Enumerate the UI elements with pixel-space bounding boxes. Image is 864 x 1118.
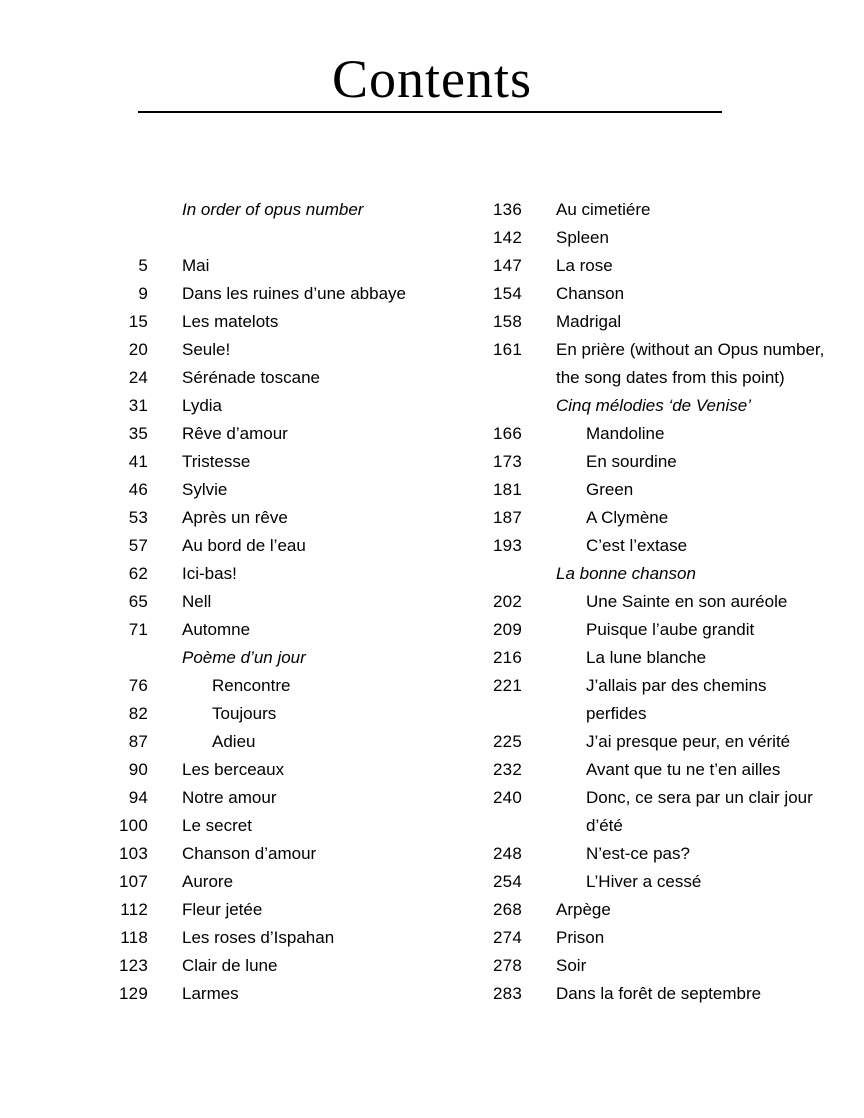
entry-page-number: 136: [493, 200, 522, 219]
entry-title: [182, 336, 436, 364]
entry-title: [182, 392, 436, 420]
entry-title-line: Ici-bas!: [182, 564, 237, 583]
entry-title: [182, 840, 436, 868]
entry-title: [182, 980, 436, 1008]
contents-entry[interactable]: [470, 420, 850, 448]
contents-entry[interactable]: [470, 924, 850, 952]
contents-entry[interactable]: [96, 588, 436, 616]
entry-title-line: Cinq mélodies ‘de Venise’: [556, 396, 751, 415]
contents-entry[interactable]: [96, 868, 436, 896]
entry-title: [182, 784, 436, 812]
entry-title-line: Au cimetiére: [556, 200, 651, 219]
contents-entry[interactable]: [470, 756, 850, 784]
contents-entry[interactable]: [96, 308, 436, 336]
entry-title-line: Spleen: [556, 228, 609, 247]
entry-title-line: Chanson: [556, 284, 625, 303]
entry-page-number: 31: [128, 396, 148, 415]
contents-entry[interactable]: [96, 980, 436, 1008]
entry-page-number: 181: [493, 480, 522, 499]
entry-title: [556, 924, 850, 952]
entry-page-number: 278: [493, 956, 522, 975]
entry-title-line: Poème d’un jour: [182, 648, 306, 667]
entry-title: [182, 308, 436, 336]
entry-page-number: 100: [119, 816, 148, 835]
entry-page-number: 187: [493, 508, 522, 527]
contents-entry[interactable]: [470, 672, 850, 728]
entry-title: [556, 980, 850, 1008]
entry-title-continuation: perfides: [586, 704, 647, 723]
entry-page-number: 283: [493, 984, 522, 1003]
entry-page-number: 62: [128, 564, 148, 583]
entry-page-number: 274: [493, 928, 522, 947]
contents-entry[interactable]: [96, 364, 436, 392]
entry-title-line: Une Sainte en son auréole: [586, 592, 788, 611]
entry-title: [182, 924, 436, 952]
entry-title-line: Les matelots: [182, 312, 279, 331]
entry-title: [556, 756, 850, 784]
entry-title-line: Notre amour: [182, 788, 277, 807]
entry-title: [556, 336, 850, 392]
entry-title-line: Rencontre: [212, 676, 291, 695]
entry-title: [556, 896, 850, 924]
entry-page-number: 268: [493, 900, 522, 919]
entry-title: [556, 420, 850, 448]
entry-page-number: 142: [493, 228, 522, 247]
entry-title: [556, 616, 850, 644]
contents-column-left: [96, 196, 436, 1008]
entry-page-number: 94: [128, 788, 148, 807]
entry-title: [182, 504, 436, 532]
contents-entry[interactable]: [96, 924, 436, 952]
entry-title-line: Clair de lune: [182, 956, 278, 975]
entry-title: [182, 588, 436, 616]
contents-entry[interactable]: [96, 476, 436, 504]
entry-page-number: 53: [128, 508, 148, 527]
entry-page-number: 147: [493, 256, 522, 275]
contents-entry[interactable]: [470, 336, 850, 392]
contents-group-heading[interactable]: [470, 560, 850, 588]
contents-entry[interactable]: [96, 252, 436, 280]
entry-title-line: En sourdine: [586, 452, 677, 471]
contents-entry[interactable]: [470, 728, 850, 756]
entry-title-line: In order of opus number: [182, 200, 364, 219]
entry-page-number: 90: [128, 760, 148, 779]
entry-page-number: 24: [128, 368, 148, 387]
entry-page-number: 118: [120, 928, 148, 947]
entry-page-number: 193: [493, 536, 522, 555]
entry-title: [556, 280, 850, 308]
entry-page-number: 158: [493, 312, 522, 331]
entry-title-line: N’est-ce pas?: [586, 844, 690, 863]
entry-title: [182, 560, 436, 588]
entry-title: [556, 728, 850, 756]
entry-title-line: Après un rêve: [182, 508, 288, 527]
entry-title: [556, 644, 850, 672]
section-spacer: [96, 224, 436, 252]
contents-entry[interactable]: [470, 308, 850, 336]
entry-page-number: 82: [128, 704, 148, 723]
entry-title-line: L’Hiver a cessé: [586, 872, 702, 891]
entry-title: [182, 532, 436, 560]
entry-title: [182, 252, 436, 280]
entry-page-number: 232: [493, 760, 522, 779]
contents-entry[interactable]: [470, 532, 850, 560]
entry-title-line: Avant que tu ne t’en ailles: [586, 760, 781, 779]
entry-title: [556, 784, 850, 840]
entry-title-line: La rose: [556, 256, 613, 275]
entry-page-number: 209: [493, 620, 522, 639]
entry-title: [182, 728, 436, 756]
entry-title: [556, 308, 850, 336]
entry-title-line: Dans la forêt de septembre: [556, 984, 762, 1003]
entry-title-line: Les berceaux: [182, 760, 285, 779]
entry-title-line: La bonne chanson: [556, 564, 696, 583]
contents-entry[interactable]: [470, 476, 850, 504]
entry-title-continuation: d’été: [586, 816, 623, 835]
entry-title: [556, 672, 850, 728]
entry-title-line: J’ai presque peur, en vérité: [586, 732, 791, 751]
entry-title-line: Adieu: [212, 732, 256, 751]
entry-title-line: Larmes: [182, 984, 239, 1003]
entry-title: [182, 448, 436, 476]
entry-page-number: 65: [128, 592, 148, 611]
entry-page-number: 216: [493, 648, 522, 667]
contents-entry[interactable]: [96, 504, 436, 532]
entry-title: [182, 896, 436, 924]
entry-page-number: 221: [493, 676, 522, 695]
group-heading-label: [182, 644, 436, 672]
contents-entry[interactable]: [470, 840, 850, 868]
entry-page-number: 112: [120, 900, 148, 919]
entry-title: [182, 420, 436, 448]
entry-title-line: Fleur jetée: [182, 900, 263, 919]
entry-title: [182, 672, 436, 700]
entry-title-line: Arpège: [556, 900, 611, 919]
entry-title-line: Seule!: [182, 340, 231, 359]
contents-entry[interactable]: [96, 420, 436, 448]
contents-entry[interactable]: [96, 784, 436, 812]
contents-entry[interactable]: [96, 756, 436, 784]
entry-title-line: Automne: [182, 620, 251, 639]
entry-page-number: 46: [128, 480, 148, 499]
entry-page-number: 173: [493, 452, 522, 471]
contents-entry[interactable]: [470, 196, 850, 224]
contents-entry[interactable]: [470, 588, 850, 616]
entry-title-line: Lydia: [182, 396, 223, 415]
entry-title: [182, 952, 436, 980]
contents-entry[interactable]: [470, 644, 850, 672]
entry-title-line: Donc, ce sera par un clair jour: [586, 788, 813, 807]
entry-title-line: A Clymène: [586, 508, 669, 527]
contents-entry[interactable]: [470, 280, 850, 308]
entry-page-number: 9: [138, 284, 148, 303]
entry-page-number: 225: [493, 732, 522, 751]
entry-page-number: 15: [128, 312, 148, 331]
entry-page-number: 254: [493, 872, 522, 891]
entry-title-line: Sylvie: [182, 480, 228, 499]
entry-title: [182, 700, 436, 728]
title-divider: [138, 111, 722, 113]
entry-title: [182, 476, 436, 504]
entry-page-number: 154: [493, 284, 522, 303]
entry-title-line: Mai: [182, 256, 210, 275]
entry-title-line: Madrigal: [556, 312, 622, 331]
entry-page-number: 166: [493, 424, 522, 443]
entry-title-line: Tristesse: [182, 452, 251, 471]
contents-entry[interactable]: [470, 980, 850, 1008]
entry-title-line: Soir: [556, 956, 587, 975]
entry-page-number: 20: [128, 340, 148, 359]
entry-title: [556, 504, 850, 532]
entry-title: [182, 616, 436, 644]
contents-group-heading[interactable]: [96, 644, 436, 672]
entry-title: [556, 532, 850, 560]
entry-title-line: Chanson d’amour: [182, 844, 317, 863]
contents-entry[interactable]: [470, 784, 850, 840]
entry-title: [556, 952, 850, 980]
entry-page-number: 5: [138, 256, 148, 275]
entry-title-line: Mandoline: [586, 424, 665, 443]
contents-entry[interactable]: [96, 616, 436, 644]
entry-page-number: 107: [119, 872, 148, 891]
entry-title-line: C’est l’extase: [586, 536, 688, 555]
contents-group-heading[interactable]: [96, 196, 436, 224]
entry-page-number: 71: [128, 620, 148, 639]
entry-page-number: 41: [128, 452, 148, 471]
contents-entry[interactable]: [470, 448, 850, 476]
entry-page-number: 129: [119, 984, 148, 1003]
group-heading-label: [556, 392, 850, 420]
contents-entry[interactable]: [96, 448, 436, 476]
entry-title-line: Green: [586, 480, 634, 499]
contents-entry[interactable]: [96, 560, 436, 588]
entry-title: [556, 224, 850, 252]
entry-title-line: J’allais par des chemins: [586, 676, 767, 695]
contents-entry[interactable]: [96, 812, 436, 840]
entry-title-line: Nell: [182, 592, 212, 611]
entry-title: [556, 252, 850, 280]
entry-page-number: 76: [128, 676, 148, 695]
entry-title-line: Rêve d’amour: [182, 424, 288, 443]
group-heading-label: [556, 560, 850, 588]
entry-title: [182, 756, 436, 784]
entry-page-number: 240: [493, 788, 522, 807]
entry-title: [182, 812, 436, 840]
contents-entry[interactable]: [470, 896, 850, 924]
contents-column-right: [470, 196, 850, 1008]
entry-page-number: 103: [119, 844, 148, 863]
entry-title-line: Prison: [556, 928, 605, 947]
contents-entry[interactable]: [470, 868, 850, 896]
group-heading-label: [182, 196, 436, 224]
contents-entry[interactable]: [96, 700, 436, 728]
contents-entry[interactable]: [470, 224, 850, 252]
contents-entry[interactable]: [96, 392, 436, 420]
entry-title-line: Aurore: [182, 872, 234, 891]
entry-title: [556, 588, 850, 616]
contents-entry[interactable]: [96, 952, 436, 980]
entry-page-number: 87: [128, 732, 148, 751]
entry-title-line: Les roses d’Ispahan: [182, 928, 335, 947]
entry-title-line: Le secret: [182, 816, 252, 835]
contents-entry[interactable]: [470, 504, 850, 532]
entry-title: [182, 280, 436, 308]
entry-title: [556, 196, 850, 224]
entry-title: [556, 476, 850, 504]
entry-page-number: 161: [493, 340, 522, 359]
page-title: Contents: [331, 49, 532, 109]
entry-title-continuation: the song dates from this point): [556, 368, 785, 387]
contents-entry[interactable]: [96, 896, 436, 924]
contents-group-heading[interactable]: [470, 392, 850, 420]
entry-page-number: 248: [493, 844, 522, 863]
contents-entry[interactable]: [96, 672, 436, 700]
contents-entry[interactable]: [470, 952, 850, 980]
contents-entry[interactable]: [96, 728, 436, 756]
entry-page-number: 35: [128, 424, 148, 443]
entry-title: [182, 868, 436, 896]
entry-title-line: Puisque l’aube grandit: [586, 620, 755, 639]
entry-title: [556, 448, 850, 476]
contents-entry[interactable]: [470, 252, 850, 280]
entry-title: [556, 840, 850, 868]
entry-title: [556, 868, 850, 896]
entry-title-line: En prière (without an Opus number,: [556, 340, 825, 359]
entry-page-number: 123: [119, 956, 148, 975]
entry-title-line: La lune blanche: [586, 648, 707, 667]
contents-entry[interactable]: [96, 336, 436, 364]
entry-title: [182, 364, 436, 392]
entry-title-line: Dans les ruines d’une abbaye: [182, 284, 406, 303]
contents-entry[interactable]: [96, 532, 436, 560]
contents-entry[interactable]: [470, 616, 850, 644]
contents-entry[interactable]: [96, 840, 436, 868]
entry-title-line: Au bord de l’eau: [182, 536, 306, 555]
entry-page-number: 57: [128, 536, 148, 555]
entry-page-number: 202: [493, 592, 522, 611]
entry-title-line: Sérénade toscane: [182, 368, 320, 387]
contents-entry[interactable]: [96, 280, 436, 308]
entry-title-line: Toujours: [212, 704, 277, 723]
